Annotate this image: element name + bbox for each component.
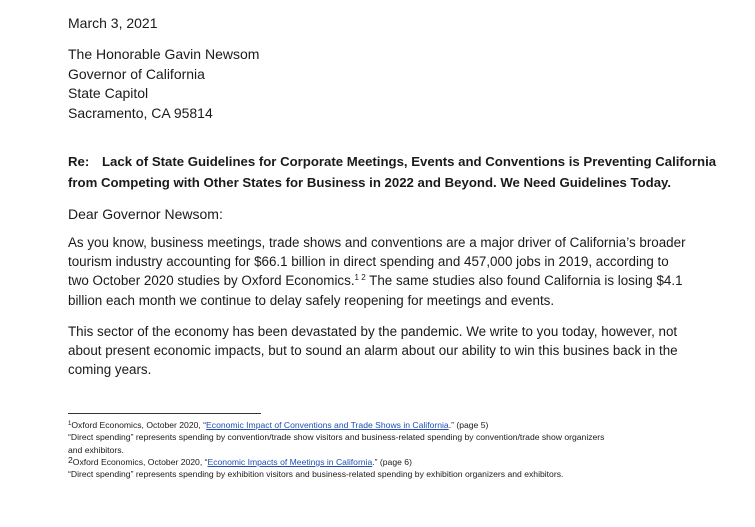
recipient-building: State Capitol	[68, 85, 149, 102]
paragraph-1-line-4: billion each month we continue to delay safely reopening for meetings and events.	[68, 292, 555, 308]
footnotes	[68, 419, 748, 480]
paragraph-1	[68, 233, 728, 310]
salutation: Dear Governor Newsom:	[68, 206, 223, 222]
footnote-2-prefix: Oxford Economics, October 2020, “	[72, 456, 208, 467]
paragraph-1-line-2: tourism industry accounting for $66.1 billion in direct spending and 457,000 jobs in 2019, according to	[68, 254, 669, 270]
recipient-address	[68, 45, 259, 123]
paragraph-2-line-3: coming years.	[68, 362, 152, 378]
footnote-1-suffix: .” (page 5)	[448, 420, 489, 430]
paragraph-2	[68, 322, 728, 380]
footnote-1	[68, 419, 748, 431]
paragraph-2-line-2: about present economic impacts, but to sound an alarm about our ability to win this busines back in the	[68, 343, 678, 359]
paragraph-1-line-3-text: two October 2020 studies by Oxford Economics.	[68, 273, 355, 289]
footnote-separator	[68, 413, 261, 414]
subject-label: Re:	[68, 154, 90, 169]
footnote-reference-marks: 1 2	[354, 273, 366, 283]
recipient-city: Sacramento, CA 95814	[68, 104, 213, 121]
footnote-2-note-line-1: “Direct spending” represents spending by exhibition visitors and business-related spending by exhibition organizers and exhibitors.	[68, 469, 564, 480]
paragraph-1-line-1: As you know, business meetings, trade shows and conventions are a major driver of California’s broader	[68, 235, 686, 250]
footnote-1-note-line-1: “Direct spending” represents spending by convention/trade show visitors and business-related spending by convention/trade show organizers	[68, 432, 605, 443]
footnote-1-note-line-2: and exhibitors.	[68, 444, 124, 455]
subject-text-line1: Lack of State Guidelines for Corporate Meetings, Events and Conventions is Preventing California	[102, 154, 717, 169]
subject-text-line2: from Competing with Other States for Business in 2022 and Beyond. We Need Guidelines Today.	[68, 174, 672, 190]
footnote-2	[68, 456, 748, 468]
recipient-name: The Honorable Gavin Newsom	[68, 46, 260, 62]
paragraph-2-line-1: This sector of the economy has been devastated by the pandemic. We write to you today, however, not	[68, 324, 678, 339]
footnote-1-link[interactable]: Economic Impact of Conventions and Trade Shows in California	[206, 420, 449, 430]
footnote-2-link[interactable]: Economic Impacts of Meetings in California	[207, 456, 373, 467]
footnote-2-mark: 2	[68, 454, 73, 465]
footnote-1-prefix: Oxford Economics, October 2020, “	[71, 420, 207, 430]
footnote-1-mark: 1	[68, 421, 72, 427]
subject-line	[68, 152, 718, 193]
paragraph-1-line-3	[68, 271, 728, 290]
paragraph-1-line-3-rest: The same studies also found California is losing $4.1	[365, 273, 683, 289]
letter-date: March 3, 2021	[68, 15, 158, 31]
recipient-title: Governor of California	[68, 65, 205, 82]
footnote-2-suffix: .” (page 6)	[372, 456, 412, 467]
